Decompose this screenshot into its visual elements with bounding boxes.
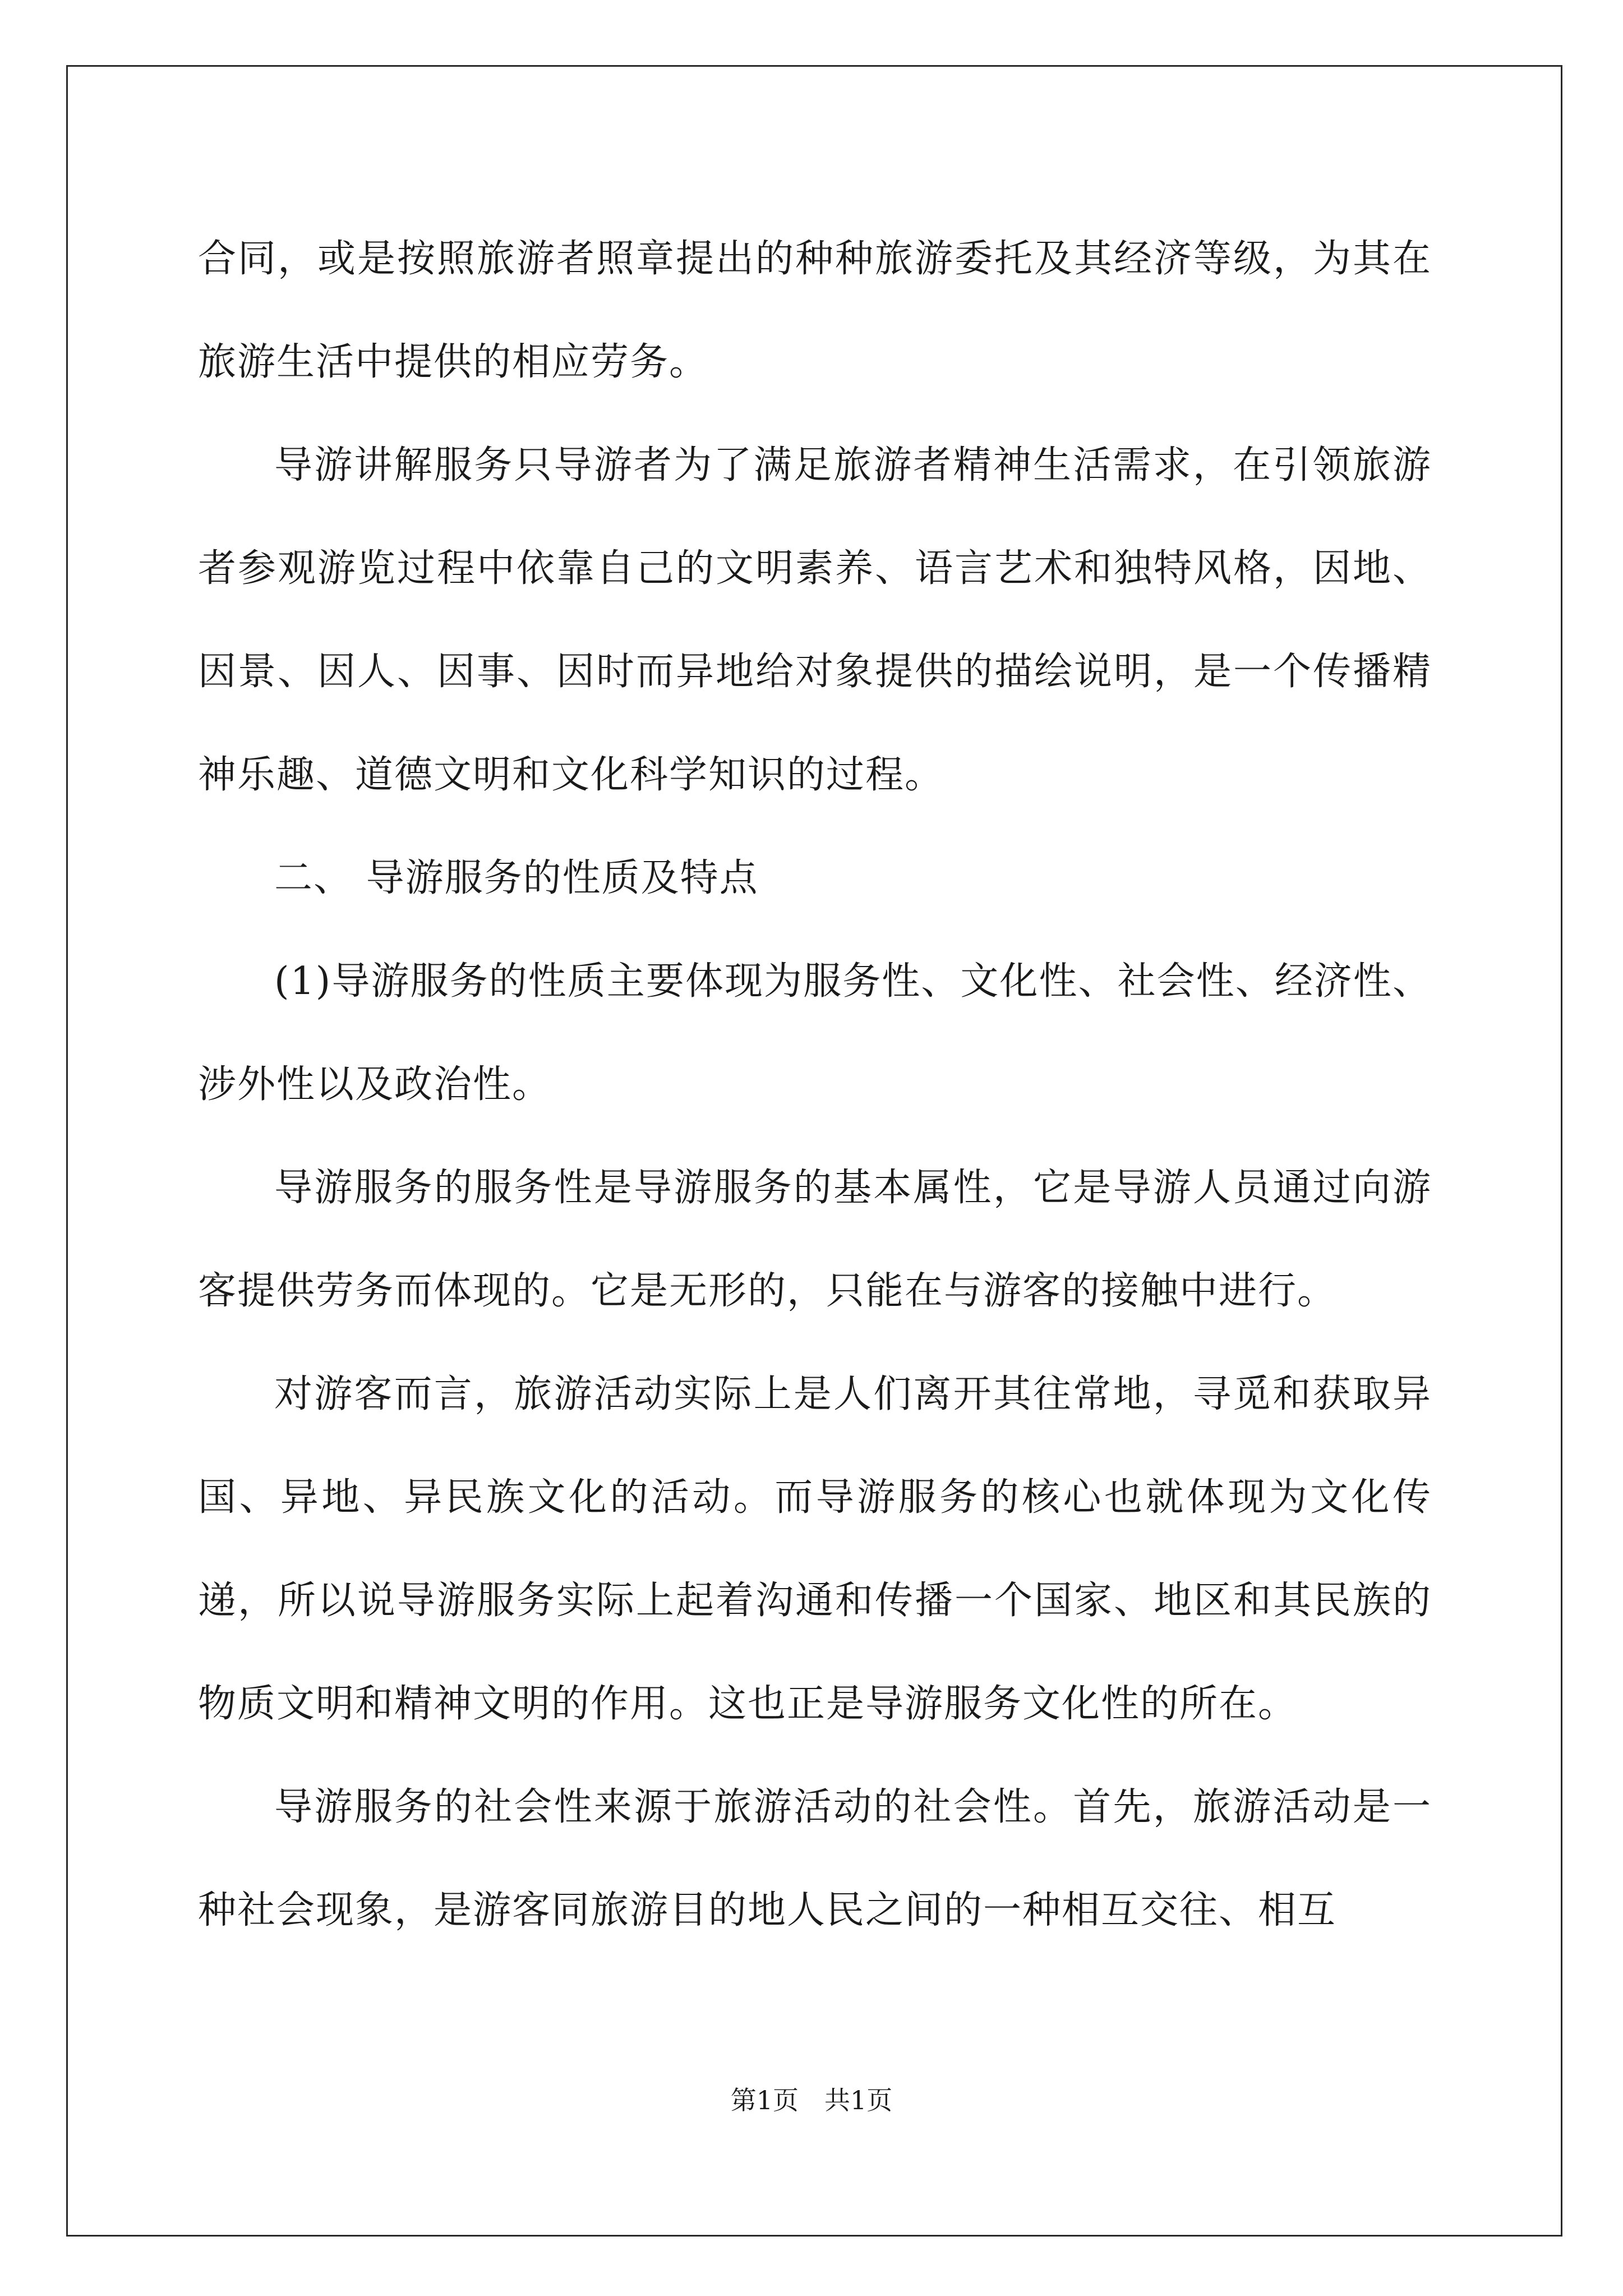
document-body	[198, 208, 1432, 1962]
page-total: 共1页	[824, 2085, 893, 2115]
page-number: 第1页	[730, 2085, 799, 2115]
paragraph-4: 导游服务的服务性是导游服务的基本属性，它是导游人员通过向游客提供劳务而体现的。它是无形的，只能在与游客的接触中进行。	[198, 1166, 1432, 1313]
paragraph-3: (1)导游服务的性质主要体现为服务性、文化性、社会性、经济性、涉外性以及政治性。	[198, 959, 1432, 1107]
paragraph-5: 对游客而言，旅游活动实际上是人们离开其往常地，寻觅和获取异国、异地、异民族文化的活动。而导游服务的核心也就体现为文化传递，所以说导游服务实际上起着沟通和传播一个国家、地区和其民族的物质文明和精神文明的作用。这也正是导游服务文化性的所在。	[198, 1372, 1432, 1726]
paragraph-2: 导游讲解服务只导游者为了满足旅游者精神生活需求，在引领旅游者参观游览过程中依靠自己的文明素养、语言艺术和独特风格，因地、因景、因人、因事、因时而异地给对象提供的描绘说明，是一个传播精神乐趣、道德文明和文化科学知识的过程。	[198, 443, 1432, 797]
paragraph-1: 合同，或是按照旅游者照章提出的种种旅游委托及其经济等级，为其在旅游生活中提供的相应劳务。	[198, 237, 1432, 384]
section-heading: 二、 导游服务的性质及特点	[274, 856, 759, 900]
page-footer	[0, 2080, 1623, 2117]
paragraph-6: 导游服务的社会性来源于旅游活动的社会性。首先，旅游活动是一种社会现象，是游客同旅游目的地人民之间的一种相互交往、相互	[198, 1785, 1432, 1932]
